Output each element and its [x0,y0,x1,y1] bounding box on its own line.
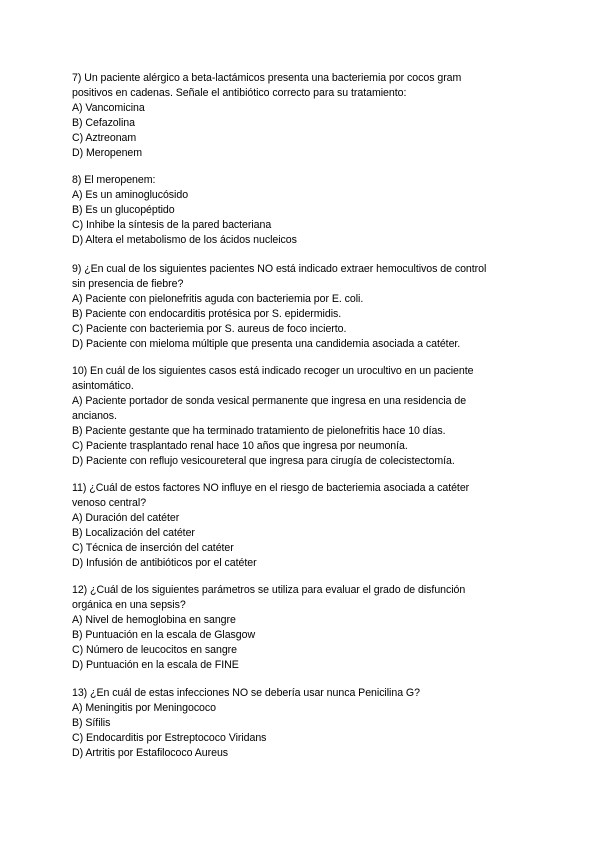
question-12 [72,583,524,673]
question-11-stem-line-1: 11) ¿Cuál de estos factores NO influye en el riesgo de bacteriemia asociada a catéter [72,482,470,494]
question-8-option-d: D) Altera el metabolismo de los ácidos nucleicos [72,234,297,246]
question-12-stem-line-2: orgánica en una sepsis? [72,599,186,611]
question-13-option-a: A) Meningitis por Meningococo [72,702,216,714]
question-10 [72,364,524,469]
question-10-option-b: B) Paciente gestante que ha terminado tratamiento de pielonefritis hace 10 días. [72,425,446,437]
question-13-stem-line-1: 13) ¿En cuál de estas infecciones NO se debería usar nunca Penicilina G? [72,687,420,699]
question-7-option-a: A) Vancomicina [72,102,145,114]
question-7-stem-line-2: positivos en cadenas. Señale el antibiótico correcto para su tratamiento: [72,87,407,99]
question-12-option-b: B) Puntuación en la escala de Glasgow [72,629,256,641]
question-10-option-a-line-1: A) Paciente portador de sonda vesical permanente que ingresa en una residencia de [72,395,467,407]
question-7 [72,71,524,161]
question-12-stem-line-1: 12) ¿Cuál de los siguientes parámetros se utiliza para evaluar el grado de disfunción [72,584,466,596]
question-13-option-c: C) Endocarditis por Estreptococo Viridans [72,732,267,744]
question-9-stem-line-1: 9) ¿En cual de los siguientes pacientes NO está indicado extraer hemocultivos de control [72,263,487,275]
question-12-option-d: D) Puntuación en la escala de FINE [72,659,239,671]
question-12-option-a: A) Nivel de hemoglobina en sangre [72,614,236,626]
question-9-option-d: D) Paciente con mieloma múltiple que presenta una candidemia asociada a catéter. [72,338,461,350]
question-12-option-c: C) Número de leucocitos en sangre [72,644,237,656]
question-11 [72,481,524,571]
question-13-option-d: D) Artritis por Estafilococo Aureus [72,747,229,759]
question-9-option-c: C) Paciente con bacteriemia por S. aureus de foco incierto. [72,323,347,335]
question-11-option-b: B) Localización del catéter [72,527,195,539]
question-10-option-d: D) Paciente con reflujo vesicoureteral que ingresa para cirugía de colecistectomía. [72,455,455,467]
question-8-stem-line-1: 8) El meropenem: [72,174,156,186]
question-8 [72,173,524,248]
question-11-option-c: C) Técnica de inserción del catéter [72,542,234,554]
question-9-option-b: B) Paciente con endocarditis protésica por S. epidermidis. [72,308,342,320]
question-7-option-c: C) Aztreonam [72,132,137,144]
question-10-stem-line-2: asintomático. [72,380,134,392]
question-9-stem-line-2: sin presencia de fiebre? [72,278,184,290]
question-11-stem-line-2: venoso central? [72,497,147,509]
question-7-stem-line-1: 7) Un paciente alérgico a beta-lactámicos presenta una bacteriemia por cocos gram [72,72,462,84]
question-9-option-a: A) Paciente con pielonefritis aguda con bacteriemia por E. coli. [72,293,364,305]
question-10-option-a-line-2: ancianos. [72,410,117,422]
question-8-option-a: A) Es un aminoglucósido [72,189,189,201]
question-8-option-b: B) Es un glucopéptido [72,204,175,216]
question-13-option-b: B) Sífilis [72,717,111,729]
question-11-option-a: A) Duración del catéter [72,512,180,524]
question-10-stem-line-1: 10) En cuál de los siguientes casos está indicado recoger un urocultivo en un paciente [72,365,474,377]
question-10-option-c: C) Paciente trasplantado renal hace 10 años que ingresa por neumonía. [72,440,408,452]
question-8-option-c: C) Inhibe la síntesis de la pared bacteriana [72,219,272,231]
question-7-option-b: B) Cefazolina [72,117,135,129]
question-11-option-d: D) Infusión de antibióticos por el catéter [72,557,257,569]
question-13 [72,686,524,761]
question-9 [72,262,524,352]
question-7-option-d: D) Meropenem [72,147,143,159]
